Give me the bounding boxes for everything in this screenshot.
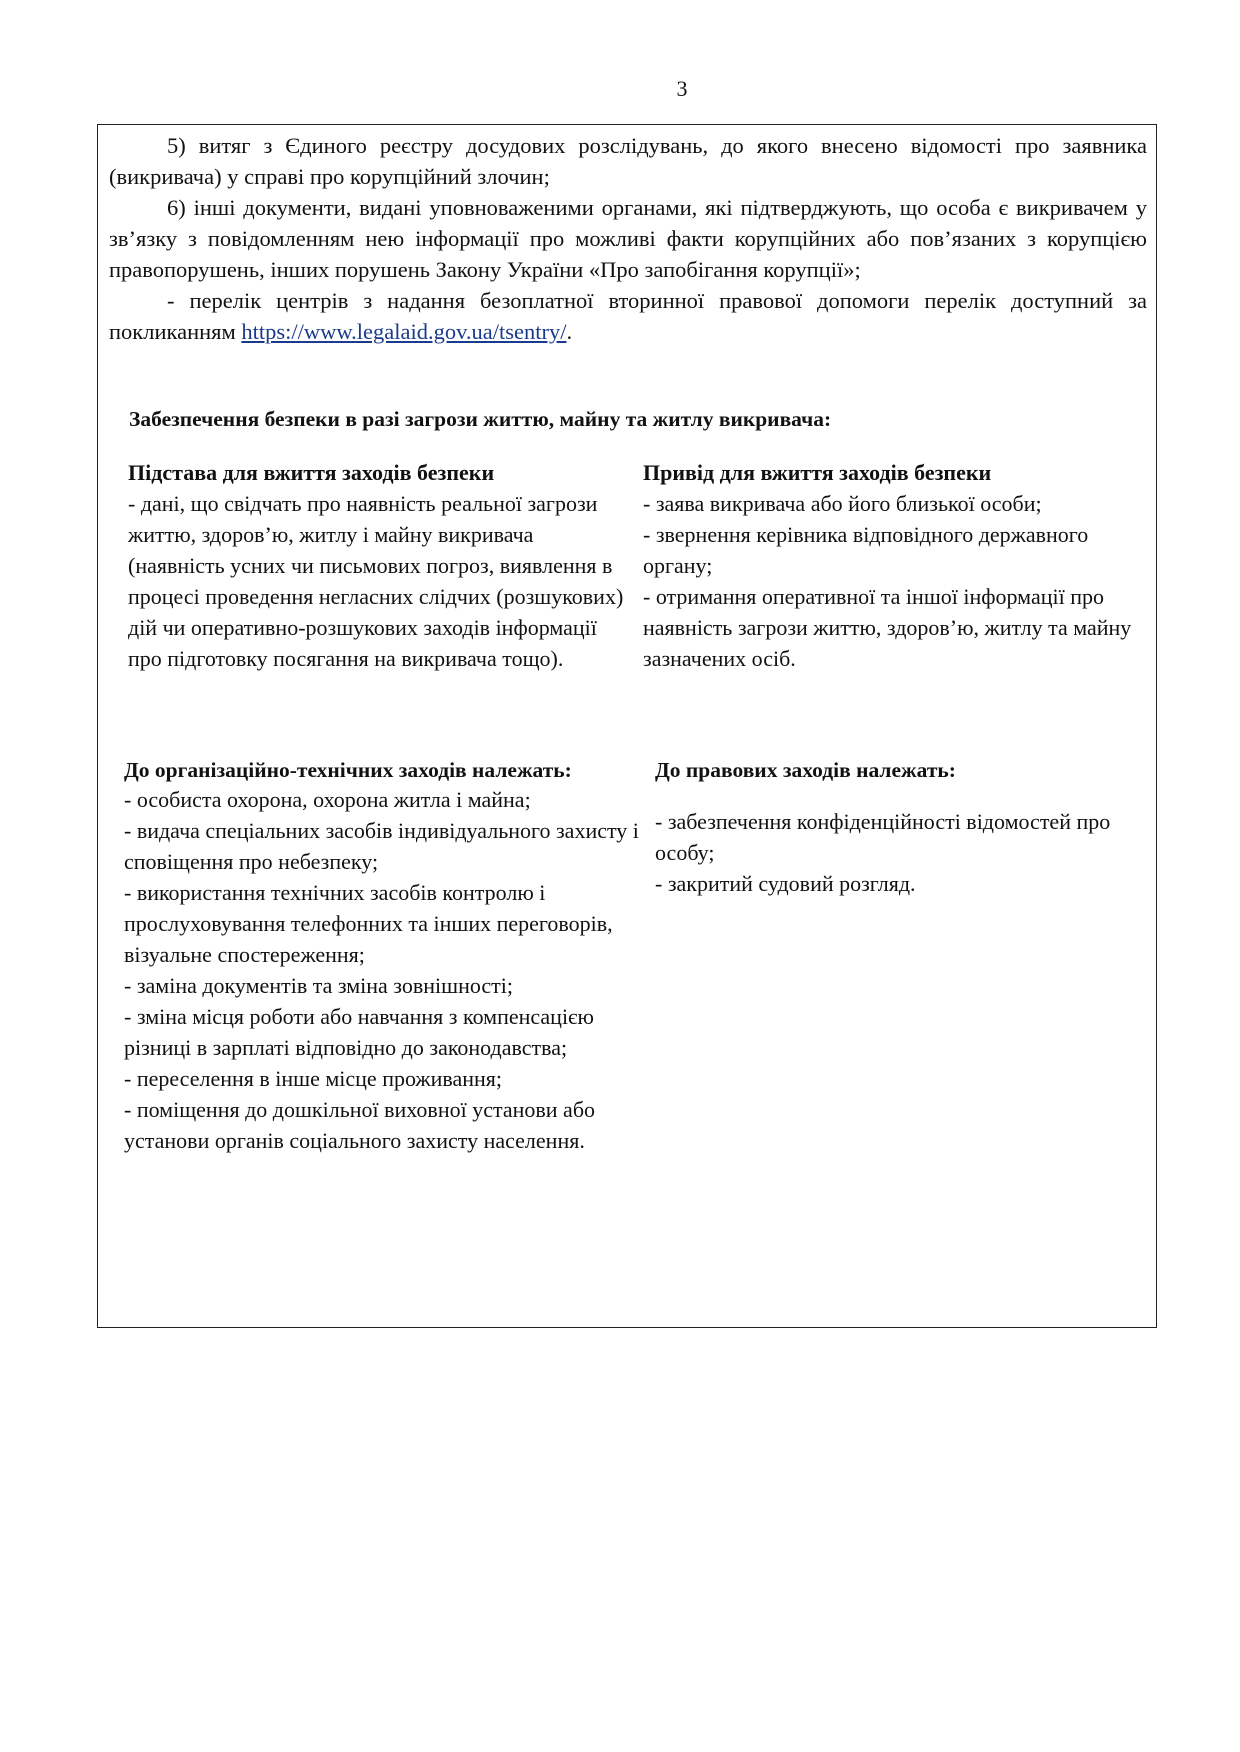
org-measures-list [124,784,644,1156]
org-measure-item: - поміщення до дошкільної виховної установи або установи органів соціального захисту населення. [124,1097,596,1153]
org-measure-item: - заміна документів та зміна зовнішності; [124,973,514,998]
reason-heading: Привід для вжиття заходів безпеки [643,460,992,485]
basis-column [128,457,628,674]
section-title: Забезпечення безпеки в разі загрози життю, майну та житлу викривача: [129,407,832,431]
basis-heading: Підстава для вжиття заходів безпеки [128,460,495,485]
centers-text: - перелік центрів з надання безоплатної вторинної правової допомоги перелік доступний за покликанням [109,288,1147,344]
intro-paragraph-centers [109,285,1147,347]
content-frame [97,124,1157,1328]
basis-text: - дані, що свідчать про наявність реальної загрози життю, здоров’ю, житлу і майну викривача (наявність усних чи письмових погроз, виявлення в процесі проведення негласних слідчих (розшукових) дій чи оперативно-розшукових заходів інформації про підготовку посягання на викривача тощо). [128,491,624,671]
org-measure-item: - переселення в інше місце проживання; [124,1066,503,1091]
legal-measure-item: - забезпечення конфіденційності відомостей про особу; [655,809,1111,865]
legalaid-link[interactable]: https://www.legalaid.gov.ua/tsentry/ [241,319,567,344]
org-measures-column [124,759,644,1156]
page-number: 3 [676,76,688,101]
legal-measures-heading: До правових заходів належать: [655,758,956,782]
intro-paragraph-6: 6) інші документи, видані уповноваженими органами, які підтверджують, що особа є викривачем у зв’язку з повідомленням нею інформації про можливі факти корупційних або пов’язаних з корупцією правопорушень, інших порушень Закону України «Про запобігання корупції»; [109,195,1147,282]
intro-paragraph-5: 5) витяг з Єдиного реєстру досудових розслідувань, до якого внесено відомості про заявника (викривача) у справі про корупційний злочин; [109,133,1147,189]
org-measure-item: - особиста охорона, охорона житла і майна; [124,787,531,812]
reason-item: - заява викривача або його близької особи; [643,491,1042,516]
intro-block [109,130,1147,347]
legal-measures-list [655,806,1135,899]
reason-item: - звернення керівника відповідного державного органу; [643,522,1089,578]
legal-measure-item: - закритий судовий розгляд. [655,871,916,896]
org-measure-item: - видача спеціальних засобів індивідуального захисту і сповіщення про небезпеку; [124,818,639,874]
org-measure-item: - використання технічних засобів контролю і прослуховування телефонних та інших переговорів, візуальне спостереження; [124,880,613,967]
legal-measures-column [655,759,1135,899]
centers-end: . [566,319,573,344]
org-measures-heading: До організаційно-технічних заходів належать: [124,758,572,782]
reason-item: - отримання оперативної та іншої інформації про наявність загрози життю, здоров’ю, житлу та майну зазначених осіб. [643,584,1132,671]
org-measure-item: - зміна місця роботи або навчання з компенсацією різниці в зарплаті відповідно до законодавства; [124,1004,594,1060]
reason-column [643,457,1143,674]
